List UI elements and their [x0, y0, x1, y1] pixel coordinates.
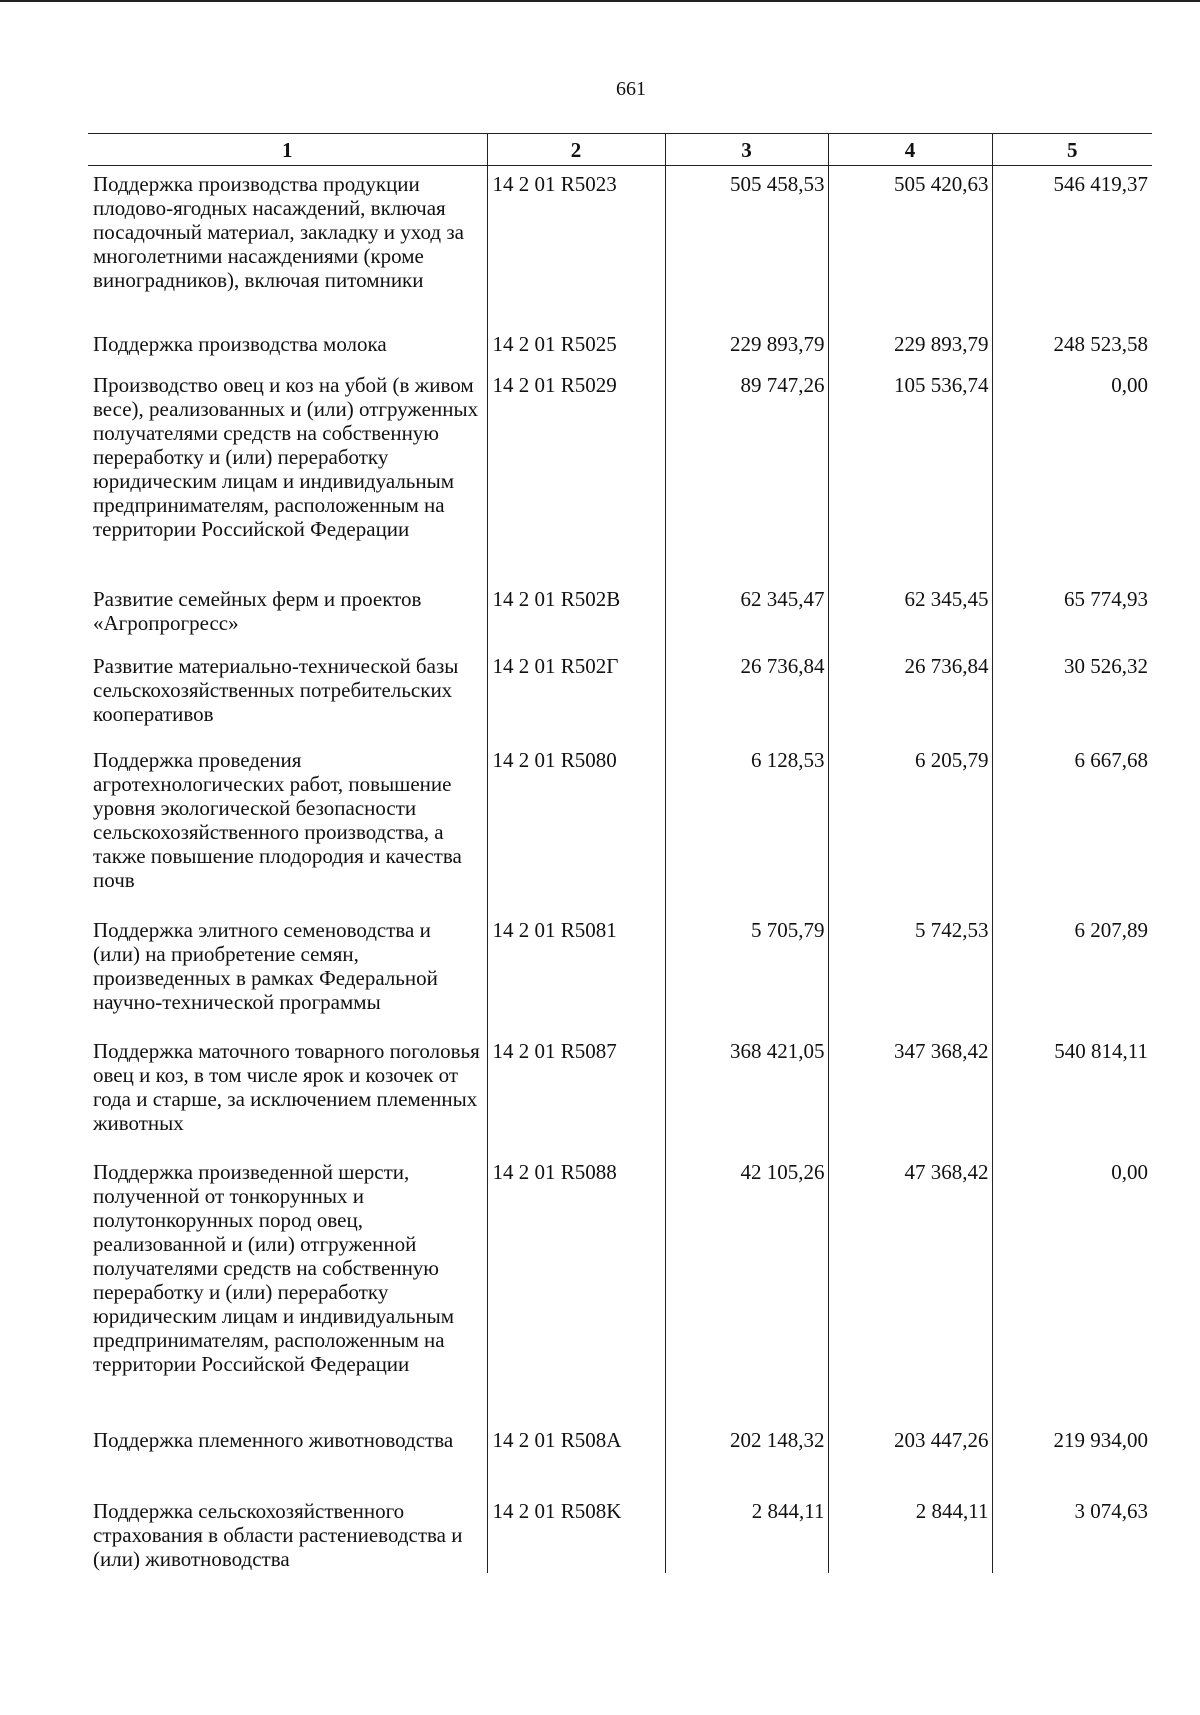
row-value-col4: 5 742,53	[828, 912, 992, 1033]
row-value-col4: 505 420,63	[828, 166, 992, 326]
row-value-col5: 540 814,11	[992, 1033, 1152, 1154]
row-name: Поддержка племенного животноводства	[93, 1427, 454, 1452]
row-name: Развитие семейных ферм и проектов «Агропрогресс»	[93, 586, 422, 635]
header-col-3: 3	[665, 134, 828, 166]
row-value-col3: 2 844,11	[665, 1493, 828, 1573]
row-code: 14 2 01 R5088	[487, 1154, 665, 1422]
row-name: Поддержка сельскохозяйственного страхования в области растениеводства и (или) животноводства	[93, 1498, 463, 1571]
row-name: Поддержка произведенной шерсти, полученной от тонкорунных и полутонкорунных пород овец, реализованной и (или) отгруженной получателями средств на собственную переработку и (или) переработку юридическим лицам и индивидуальным предпринимателям, расположенным на территории Российской Федерации	[93, 1159, 455, 1376]
page-number: 661	[616, 78, 646, 100]
row-code: 14 2 01 R5029	[487, 367, 665, 581]
row-code: 14 2 01 R508A	[487, 1422, 665, 1493]
row-value-col4: 347 368,42	[828, 1033, 992, 1154]
row-value-col5: 6 207,89	[992, 912, 1152, 1033]
row-value-col3: 26 736,84	[665, 648, 828, 742]
row-value-col3: 89 747,26	[665, 367, 828, 581]
table-row	[88, 742, 1152, 912]
row-code: 14 2 01 R502B	[487, 581, 665, 648]
row-value-col5: 3 074,63	[992, 1493, 1152, 1573]
table-row	[88, 367, 1152, 581]
row-value-col4: 6 205,79	[828, 742, 992, 912]
row-value-col3: 6 128,53	[665, 742, 828, 912]
row-code: 14 2 01 R5080	[487, 742, 665, 912]
row-name: Поддержка производства молока	[93, 331, 387, 356]
table-row	[88, 326, 1152, 367]
row-code: 14 2 01 R5087	[487, 1033, 665, 1154]
row-value-col3: 62 345,47	[665, 581, 828, 648]
row-code: 14 2 01 R502Г	[487, 648, 665, 742]
row-value-col4: 229 893,79	[828, 326, 992, 367]
table-row	[88, 1422, 1152, 1493]
header-col-2: 2	[487, 134, 665, 166]
row-value-col3: 5 705,79	[665, 912, 828, 1033]
header-row	[88, 134, 1152, 166]
row-value-col4: 47 368,42	[828, 1154, 992, 1422]
row-value-col4: 2 844,11	[828, 1493, 992, 1573]
row-code: 14 2 01 R5025	[487, 326, 665, 367]
row-name: Поддержка маточного товарного поголовья овец и коз, в том числе ярок и козочек от года и старше, за исключением племенных животных	[93, 1038, 480, 1135]
row-code: 14 2 01 R508K	[487, 1493, 665, 1573]
row-value-col3: 42 105,26	[665, 1154, 828, 1422]
row-name: Производство овец и коз на убой (в живом весе), реализованных и (или) отгруженных получателями средств на собственную переработку и (или) переработку юридическим лицам и индивидуальным предпринимателям, расположенным на территории Российской Федерации	[93, 372, 479, 541]
table-row	[88, 1154, 1152, 1422]
row-name: Развитие материально-технической базы сельскохозяйственных потребительских кооперативов	[93, 653, 459, 726]
row-code: 14 2 01 R5081	[487, 912, 665, 1033]
row-value-col5: 248 523,58	[992, 326, 1152, 367]
table-row	[88, 581, 1152, 648]
header-col-4: 4	[828, 134, 992, 166]
row-value-col4: 203 447,26	[828, 1422, 992, 1493]
row-value-col5: 0,00	[992, 367, 1152, 581]
row-value-col5: 30 526,32	[992, 648, 1152, 742]
row-code: 14 2 01 R5023	[487, 166, 665, 326]
row-name: Поддержка производства продукции плодово-ягодных насаждений, включая посадочный материал, закладку и уход за многолетними насаждениями (кроме виноградников), включая питомники	[93, 172, 464, 292]
table-row	[88, 1493, 1152, 1573]
row-value-col5: 546 419,37	[992, 166, 1152, 326]
row-value-col3: 202 148,32	[665, 1422, 828, 1493]
row-value-col3: 229 893,79	[665, 326, 828, 367]
row-value-col4: 26 736,84	[828, 648, 992, 742]
row-value-col5: 219 934,00	[992, 1422, 1152, 1493]
table-row	[88, 648, 1152, 742]
row-value-col5: 65 774,93	[992, 581, 1152, 648]
page-top-edge	[0, 0, 1200, 2]
row-value-col3: 505 458,53	[665, 166, 828, 326]
row-name: Поддержка проведения агротехнологических работ, повышение уровня экологической безопасности сельскохозяйственного производства, а также повышение плодородия и качества почв	[93, 747, 462, 892]
row-value-col4: 105 536,74	[828, 367, 992, 581]
row-value-col3: 368 421,05	[665, 1033, 828, 1154]
budget-table	[88, 133, 1152, 1573]
row-value-col5: 6 667,68	[992, 742, 1152, 912]
row-name: Поддержка элитного семеноводства и (или) на приобретение семян, произведенных в рамках Федеральной научно-технической программы	[93, 917, 438, 1014]
table-row	[88, 166, 1152, 326]
header-col-5: 5	[992, 134, 1152, 166]
row-value-col5: 0,00	[992, 1154, 1152, 1422]
row-value-col4: 62 345,45	[828, 581, 992, 648]
table-row	[88, 912, 1152, 1033]
header-col-1: 1	[88, 134, 487, 166]
table-row	[88, 1033, 1152, 1154]
